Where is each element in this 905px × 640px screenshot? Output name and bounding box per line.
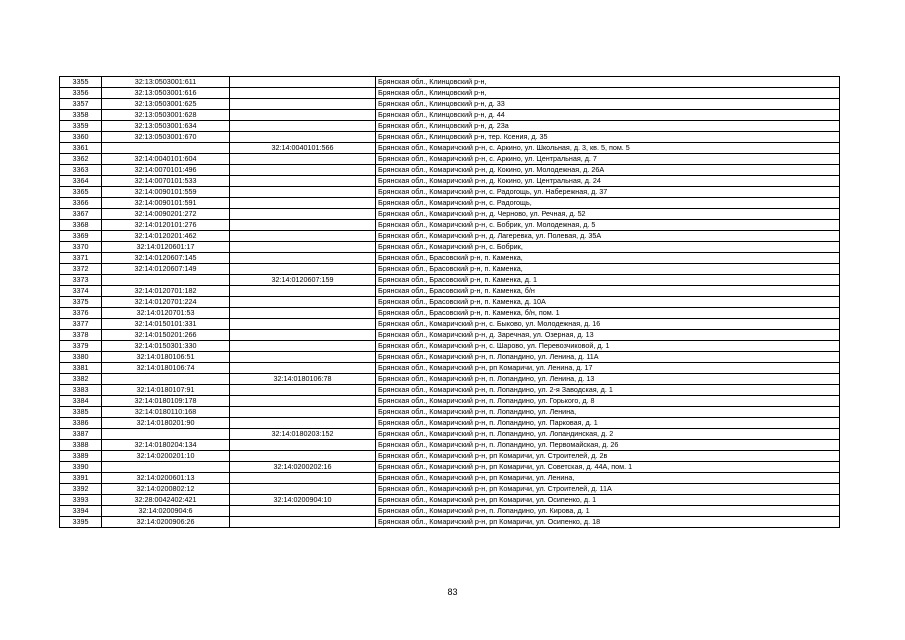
address-cell: Брянская обл., Клинцовский р-н, [376,77,840,88]
row-number-cell: 3389 [60,451,102,462]
cadastral-number-alt-cell [230,99,376,110]
address-cell: Брянская обл., Комаричский р-н, рп Комаричи, ул. Осипенко, д. 1 [376,495,840,506]
address-cell: Брянская обл., Комаричский р-н, с. Шарово, ул. Перевозчиковой, д. 1 [376,341,840,352]
cadastral-number-cell: 32:14:0200906:26 [102,517,230,528]
row-number-cell: 3360 [60,132,102,143]
cadastral-number-alt-cell [230,253,376,264]
address-cell: Брянская обл., Комаричский р-н, с. Радогощь, ул. Набережная, д. 37 [376,187,840,198]
cadastral-number-cell: 32:14:0180109:178 [102,396,230,407]
row-number-cell: 3362 [60,154,102,165]
cadastral-number-alt-cell [230,330,376,341]
cadastral-number-alt-cell [230,231,376,242]
cadastral-number-alt-cell: 32:14:0200202:16 [230,462,376,473]
cadastral-number-cell: 32:14:0120101:276 [102,220,230,231]
cadastral-number-cell: 32:13:0503001:625 [102,99,230,110]
cadastral-number-alt-cell: 32:14:0040101:566 [230,143,376,154]
cadastral-number-cell [102,374,230,385]
row-number-cell: 3356 [60,88,102,99]
table-row [60,264,840,275]
cadastral-number-alt-cell [230,451,376,462]
cadastral-number-cell: 32:14:0120701:224 [102,297,230,308]
row-number-cell: 3355 [60,77,102,88]
address-cell: Брянская обл., Брасовский р-н, п. Каменка, д. 10А [376,297,840,308]
cadastral-number-alt-cell [230,407,376,418]
table-row [60,121,840,132]
cadastral-number-alt-cell [230,396,376,407]
cadastral-number-cell: 32:14:0120601:17 [102,242,230,253]
address-cell: Брянская обл., Комаричский р-н, п. Лопандино, ул. Ленина, д. 11А [376,352,840,363]
cadastral-number-alt-cell [230,473,376,484]
table-row [60,297,840,308]
cadastral-number-alt-cell [230,209,376,220]
row-number-cell: 3359 [60,121,102,132]
address-cell: Брянская обл., Клинцовский р-н, [376,88,840,99]
table-row [60,253,840,264]
address-cell: Брянская обл., Комаричский р-н, п. Лопандино, ул. Первомайская, д. 26 [376,440,840,451]
address-cell: Брянская обл., Комаричский р-н, п. Лопандино, ул. Ленина, д. 13 [376,374,840,385]
address-cell: Брянская обл., Комаричский р-н, п. Лопандино, ул. 2-я Заводская, д. 1 [376,385,840,396]
address-cell: Брянская обл., Комаричский р-н, д. Черново, ул. Речная, д. 52 [376,209,840,220]
table-row [60,110,840,121]
cadastral-number-cell: 32:14:0200201:10 [102,451,230,462]
cadastral-number-cell: 32:14:0120201:462 [102,231,230,242]
address-cell: Брянская обл., Комаричский р-н, с. Аркино, ул. Школьная, д. 3, кв. 5, пом. 5 [376,143,840,154]
table-row [60,88,840,99]
table-row [60,330,840,341]
address-cell: Брянская обл., Комаричский р-н, с. Аркино, ул. Центральная, д. 7 [376,154,840,165]
row-number-cell: 3364 [60,176,102,187]
registry-table-body [60,77,840,528]
cadastral-number-alt-cell [230,319,376,330]
cadastral-number-cell: 32:14:0120701:182 [102,286,230,297]
table-row [60,495,840,506]
row-number-cell: 3381 [60,363,102,374]
cadastral-number-cell [102,429,230,440]
cadastral-number-cell: 32:13:0503001:611 [102,77,230,88]
address-cell: Брянская обл., Комаричский р-н, рп Комаричи, ул. Строителей, д. 11А [376,484,840,495]
address-cell: Брянская обл., Комаричский р-н, д. Заречная, ул. Озерная, д. 13 [376,330,840,341]
table-row [60,308,840,319]
row-number-cell: 3367 [60,209,102,220]
address-cell: Брянская обл., Комаричский р-н, д. Кокино, ул. Молодежная, д. 26А [376,165,840,176]
cadastral-number-cell [102,462,230,473]
cadastral-number-cell: 32:14:0180107:91 [102,385,230,396]
cadastral-number-cell: 32:13:0503001:670 [102,132,230,143]
cadastral-number-alt-cell [230,297,376,308]
row-number-cell: 3378 [60,330,102,341]
row-number-cell: 3388 [60,440,102,451]
row-number-cell: 3384 [60,396,102,407]
table-row [60,418,840,429]
cadastral-number-alt-cell [230,198,376,209]
table-row [60,396,840,407]
table-row [60,231,840,242]
row-number-cell: 3385 [60,407,102,418]
address-cell: Брянская обл., Комаричский р-н, рп Комаричи, ул. Ленина, д. 17 [376,363,840,374]
row-number-cell: 3391 [60,473,102,484]
cadastral-number-alt-cell [230,132,376,143]
table-row [60,451,840,462]
table-row [60,286,840,297]
address-cell: Брянская обл., Клинцовский р-н, д. 44 [376,110,840,121]
cadastral-number-cell: 32:13:0503001:616 [102,88,230,99]
table-row [60,209,840,220]
cadastral-number-cell: 32:14:0180110:168 [102,407,230,418]
cadastral-number-alt-cell: 32:14:0180106:78 [230,374,376,385]
row-number-cell: 3380 [60,352,102,363]
cadastral-number-alt-cell [230,242,376,253]
table-row [60,143,840,154]
table-row [60,132,840,143]
address-cell: Брянская обл., Комаричский р-н, с. Бобрик, ул. Молодежная, д. 5 [376,220,840,231]
address-cell: Брянская обл., Комаричский р-н, рп Комаричи, ул. Строителей, д. 2в [376,451,840,462]
cadastral-number-alt-cell: 32:14:0180203:152 [230,429,376,440]
cadastral-number-alt-cell [230,418,376,429]
cadastral-number-cell: 32:14:0180106:51 [102,352,230,363]
cadastral-number-alt-cell [230,187,376,198]
table-row [60,319,840,330]
row-number-cell: 3390 [60,462,102,473]
cadastral-number-cell [102,275,230,286]
address-cell: Брянская обл., Комаричский р-н, п. Лопандино, ул. Лопандинская, д. 2 [376,429,840,440]
address-cell: Брянская обл., Комаричский р-н, п. Лопандино, ул. Ленина, [376,407,840,418]
cadastral-number-alt-cell [230,517,376,528]
address-cell: Брянская обл., Комаричский р-н, с. Радогощь, [376,198,840,209]
row-number-cell: 3379 [60,341,102,352]
table-row [60,165,840,176]
row-number-cell: 3393 [60,495,102,506]
table-row [60,407,840,418]
cadastral-number-cell: 32:14:0090101:559 [102,187,230,198]
row-number-cell: 3366 [60,198,102,209]
cadastral-number-cell: 32:14:0180201:90 [102,418,230,429]
cadastral-number-cell: 32:14:0150301:330 [102,341,230,352]
address-cell: Брянская обл., Комаричский р-н, п. Лопандино, ул. Горького, д. 8 [376,396,840,407]
row-number-cell: 3387 [60,429,102,440]
address-cell: Брянская обл., Комаричский р-н, п. Лопандино, ул. Парковая, д. 1 [376,418,840,429]
cadastral-number-alt-cell [230,77,376,88]
cadastral-number-alt-cell [230,88,376,99]
address-cell: Брянская обл., Брасовский р-н, п. Каменка, [376,253,840,264]
table-row [60,341,840,352]
cadastral-number-cell [102,143,230,154]
row-number-cell: 3395 [60,517,102,528]
row-number-cell: 3357 [60,99,102,110]
table-row [60,99,840,110]
cadastral-number-cell: 32:13:0503001:634 [102,121,230,132]
row-number-cell: 3392 [60,484,102,495]
table-row [60,154,840,165]
address-cell: Брянская обл., Комаричский р-н, рп Комаричи, ул. Советская, д. 44А, пом. 1 [376,462,840,473]
table-row [60,517,840,528]
address-cell: Брянская обл., Клинцовский р-н, д. 33 [376,99,840,110]
address-cell: Брянская обл., Комаричский р-н, рп Комаричи, ул. Осипенко, д. 18 [376,517,840,528]
cadastral-number-alt-cell [230,165,376,176]
table-row [60,220,840,231]
row-number-cell: 3371 [60,253,102,264]
cadastral-number-cell: 32:14:0070101:496 [102,165,230,176]
address-cell: Брянская обл., Брасовский р-н, п. Каменка, б/н [376,286,840,297]
cadastral-number-alt-cell [230,308,376,319]
table-row [60,187,840,198]
address-cell: Брянская обл., Клинцовский р-н, тер. Ксения, д. 35 [376,132,840,143]
cadastral-number-alt-cell [230,363,376,374]
cadastral-number-cell: 32:14:0180106:74 [102,363,230,374]
cadastral-number-alt-cell [230,176,376,187]
row-number-cell: 3370 [60,242,102,253]
address-cell: Брянская обл., Комаричский р-н, д. Лагеревка, ул. Полевая, д. 35А [376,231,840,242]
table-row [60,440,840,451]
cadastral-number-alt-cell [230,484,376,495]
address-cell: Брянская обл., Брасовский р-н, п. Каменка, б/н, пом. 1 [376,308,840,319]
row-number-cell: 3386 [60,418,102,429]
row-number-cell: 3361 [60,143,102,154]
row-number-cell: 3382 [60,374,102,385]
table-row [60,462,840,473]
cadastral-number-alt-cell [230,286,376,297]
cadastral-number-cell: 32:14:0120607:149 [102,264,230,275]
table-row [60,275,840,286]
address-cell: Брянская обл., Комаричский р-н, рп Комаричи, ул. Ленина, [376,473,840,484]
table-row [60,363,840,374]
cadastral-number-alt-cell [230,154,376,165]
cadastral-number-alt-cell [230,264,376,275]
row-number-cell: 3383 [60,385,102,396]
row-number-cell: 3368 [60,220,102,231]
cadastral-number-alt-cell [230,341,376,352]
cadastral-number-cell: 32:14:0040101:604 [102,154,230,165]
registry-table [59,76,840,528]
cadastral-number-alt-cell [230,385,376,396]
cadastral-number-cell: 32:14:0150201:266 [102,330,230,341]
address-cell: Брянская обл., Комаричский р-н, с. Бобрик, [376,242,840,253]
row-number-cell: 3374 [60,286,102,297]
table-row [60,385,840,396]
row-number-cell: 3363 [60,165,102,176]
cadastral-number-cell: 32:14:0070101:533 [102,176,230,187]
row-number-cell: 3377 [60,319,102,330]
table-row [60,473,840,484]
cadastral-number-cell: 32:14:0120701:53 [102,308,230,319]
table-row [60,352,840,363]
table-row [60,374,840,385]
cadastral-number-cell: 32:28:0042402:421 [102,495,230,506]
row-number-cell: 3376 [60,308,102,319]
address-cell: Брянская обл., Клинцовский р-н, д. 23а [376,121,840,132]
table-row [60,176,840,187]
cadastral-number-alt-cell: 32:14:0200904:10 [230,495,376,506]
table-row [60,484,840,495]
table-row [60,429,840,440]
address-cell: Брянская обл., Брасовский р-н, п. Каменка, д. 1 [376,275,840,286]
cadastral-number-alt-cell [230,110,376,121]
cadastral-number-alt-cell [230,220,376,231]
cadastral-number-alt-cell: 32:14:0120607:159 [230,275,376,286]
cadastral-number-cell: 32:14:0150101:331 [102,319,230,330]
cadastral-number-cell: 32:13:0503001:628 [102,110,230,121]
page-number: 83 [447,587,458,597]
cadastral-number-cell: 32:14:0200904:6 [102,506,230,517]
cadastral-number-cell: 32:14:0180204:134 [102,440,230,451]
row-number-cell: 3369 [60,231,102,242]
cadastral-number-cell: 32:14:0200802:12 [102,484,230,495]
table-row [60,506,840,517]
row-number-cell: 3373 [60,275,102,286]
row-number-cell: 3358 [60,110,102,121]
cadastral-number-alt-cell [230,440,376,451]
cadastral-number-alt-cell [230,352,376,363]
cadastral-number-cell: 32:14:0090201:272 [102,209,230,220]
table-row [60,198,840,209]
address-cell: Брянская обл., Брасовский р-н, п. Каменка, [376,264,840,275]
cadastral-number-alt-cell [230,121,376,132]
table-row [60,77,840,88]
cadastral-number-cell: 32:14:0200601:13 [102,473,230,484]
table-row [60,242,840,253]
cadastral-number-cell: 32:14:0120607:145 [102,253,230,264]
cadastral-number-cell: 32:14:0090101:591 [102,198,230,209]
cadastral-number-alt-cell [230,506,376,517]
row-number-cell: 3365 [60,187,102,198]
address-cell: Брянская обл., Комаричский р-н, с. Быково, ул. Молодежная, д. 16 [376,319,840,330]
address-cell: Брянская обл., Комаричский р-н, п. Лопандино, ул. Кирова, д. 1 [376,506,840,517]
row-number-cell: 3394 [60,506,102,517]
row-number-cell: 3375 [60,297,102,308]
address-cell: Брянская обл., Комаричский р-н, д. Кокино, ул. Центральная, д. 24 [376,176,840,187]
row-number-cell: 3372 [60,264,102,275]
